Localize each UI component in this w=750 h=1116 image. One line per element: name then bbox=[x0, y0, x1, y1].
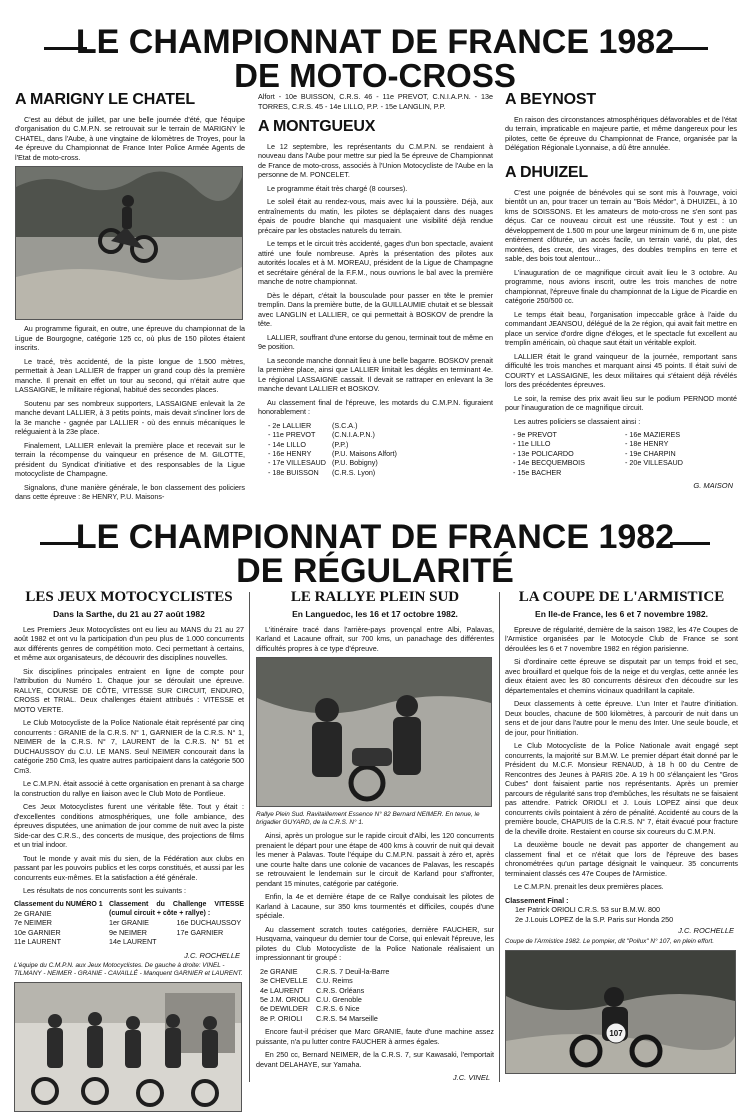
montgueux-heading: A MONTGUEUX bbox=[258, 118, 376, 135]
regularite-title bbox=[0, 520, 750, 588]
table-row: - 16e HENRY (P.U. Maisons Alfort) bbox=[268, 448, 397, 458]
jeux-results bbox=[14, 900, 244, 947]
jeux-subtitle: Dans la Sarthe, du 21 au 27 août 1982 bbox=[53, 608, 205, 619]
list-item: 1er Patrick ORIOLI C.R.S. 53 sur B.M.W. 800 bbox=[515, 905, 660, 915]
coupe-p6: Le C.M.P.N. prenait les deux premières places. bbox=[514, 882, 664, 892]
table-row: - 17e VILLESAUD (P.U. Bobigny) bbox=[268, 458, 378, 468]
motocross-title bbox=[0, 25, 750, 92]
jeux-vitesse bbox=[109, 900, 244, 947]
list-item: - 19e CHARPIN bbox=[625, 448, 676, 458]
table-row: - 14e LILLO (P.P.) bbox=[268, 439, 349, 449]
montgueux-intro: Alfort - 10e BUISSON, C.R.S. 46 - 11e PREVOT, C.N.I.A.P.N. - 13e TORRES, C.R.S. 45 - 14e LILLO, P.P. - 15e LANGLIN, P.P. bbox=[258, 92, 493, 111]
montgueux-p1: Le 12 septembre, les représentants du C.M.P.N. se rendaient à nouveau dans l'Aube pour mettre sur pied la 5e épreuve de Championnat de France de moto-cross, associés à l'Union Motocycliste de l'Aube en la personne de M. PONCELET. bbox=[258, 141, 493, 180]
beynost-p1: En raison des circonstances atmosphériques défavorables et de l'état du terrain, impraticable en majeure partie, et même dangereux pour les pilotes, cette 6e épreuve du Championnat de France, organisée par la Délégation Régionale Lyonnaise, a dû être annulée. bbox=[505, 114, 737, 153]
rallye-signature: J.C. VINEL bbox=[452, 1073, 490, 1083]
marigny-p3: Le tracé, très accidenté, de la piste longue de 1.500 mètres, permettait à Jean LALLIER de frapper un grand coup dès la première manche. Il prenait en effet un tour au second, qui n'était autre que LASSAIGNE, le militaire régional, habitué des secondes places. bbox=[15, 356, 245, 395]
jeux-p7: Les résultats de nos concurrents sont les suivants : bbox=[23, 886, 186, 896]
dhuizel-p6: Les autres policiers se classaient ainsi : bbox=[514, 416, 641, 426]
regularite-title-line1: LE CHAMPIONNAT DE FRANCE 1982 bbox=[75, 518, 675, 556]
list-item: 2e GRANIE bbox=[14, 909, 52, 919]
rallye-p1: L'itinéraire tracé dans l'arrière-pays provençal entre Albi, Palavas, Karland et Lacaune offrait, sur 700 kms, un panachage des différentes difficultés propres à ce type d'épreuve. bbox=[256, 624, 494, 653]
bike-number-plate: 107 bbox=[609, 1029, 623, 1039]
list-item: 1er GRANIE bbox=[109, 918, 149, 928]
coupe-p1: Epreuve de régularité, dernière de la saison 1982, les 47e Coupes de l'Armistice organisées par le Motocycle Club de France se sont déroulées les 6 et 7 novembre 1982 en région parisienne. bbox=[505, 624, 738, 653]
list-item: - 14e BECQUEMBOIS bbox=[513, 458, 585, 468]
marigny-column bbox=[15, 92, 245, 506]
coupe-column bbox=[505, 590, 738, 1078]
jeux-signature: J.C. ROCHELLE bbox=[184, 950, 240, 960]
dhuizel-signature: G. MAISON bbox=[693, 480, 733, 490]
rallye-column bbox=[256, 590, 494, 1085]
jeux-photo-caption: L'équipe du C.M.P.N. aux Jeux Motocyclistes. De gauche à droite: VINEL - TILMANY - NEIMER - GRANIE - CAVAILLÉ - Manquent GARNIER et LAURENT. bbox=[14, 962, 243, 978]
montgueux-p8: Au classement final de l'épreuve, les motards du C.M.P.N. figuraient honorablement : bbox=[258, 397, 493, 417]
jeux-p1: Les Premiers Jeux Motocyclistes ont eu lieu au MANS du 21 au 27 août 1982 et ont vu la participation d'un peu plus de 1.000 concurrents aux différents genres de compétition moto. Ceci permettant à certains, et même aux organisateurs, de découvrir des disciplines nouvelles. bbox=[14, 624, 244, 663]
rallye-p6: En 250 cc, Bernard NEIMER, de la C.R.S. 7, sur Kawasaki, l'emportait devant DELAHAYE, sur Yamaha. bbox=[256, 1050, 494, 1069]
list-item: 7e NEIMER bbox=[14, 918, 52, 928]
table-row: 6e DEWILDER C.R.S. 6 Nice bbox=[260, 1004, 360, 1014]
jeux-column bbox=[14, 590, 244, 1116]
montgueux-p4: Le temps et le circuit très accidenté, gages d'un bon spectacle, avaient attiré une foule nombreuse. Après la présentation des pilotes aux autorités locales et à M. MOREAU, président de la Ligue de Champagne et secrétaire général de la F.F.M., nous ouvrions le bal avec la première manche de notre championnat. bbox=[258, 239, 493, 287]
dhuizel-p1: C'est une poignée de bénévoles qui se sont mis à l'ouvrage, voici bientôt un an, pour tracer un terrain au "Bois Médor", à DHUIZEL, à 10 kms de SOISSONS. Et les amateurs de moto-cross ne s'en sont pas déçus. Car ce nouveau circuit est une réussite. Tout y est : un développement de 1.500 m pour une largeur minimum de 6 m, une piste entièrement clôturée, un accès facile, un terrain varié, du plat, des montées, des creux, des virages, des doubles tremplins en terre et sable, des bois tout alentour... bbox=[505, 187, 737, 264]
refuel-photo bbox=[257, 658, 491, 806]
rallye-photo bbox=[256, 657, 492, 807]
coupe-final-heading: Classement Final : bbox=[505, 895, 569, 905]
list-item: 17e GARNIER bbox=[176, 927, 224, 937]
list-item: - 13e POLICARDO bbox=[513, 448, 574, 458]
dhuizel-p2: L'inauguration de ce magnifique circuit avait lieu le 3 octobre. Au programme, nous avions inscrit, outre les trois manches de notre championnat, l'épreuve finale du championnat de la Ligue de Picardie en catégorie 250/500 cc. bbox=[505, 267, 737, 306]
rallye-photo-caption: Rallye Plein Sud. Ravitaillement Essence N° 82 Bernard NEIMER. En tenue, le brigadier GUYARD, de la C.R.S. N° 1. bbox=[256, 811, 480, 827]
list-item: 10e GARNIER bbox=[14, 927, 61, 937]
coupe-p5: La deuxième boucle ne devait pas apporter de changement au classement final et ce n'était que lors de l'épreuve des bases chronométrées qu'un partage désignait le vainqueur. 35 concurrents terminaient classés ces 47e Coupes de l'Armistice. bbox=[505, 840, 738, 878]
table-row: - 11e PREVOT (C.N.I.A.P.N.) bbox=[268, 430, 375, 440]
rallye-p5: Encore faut-il préciser que Marc GRANIE, faute d'une machine assez puissante, n'a pu lutter contre FAUCHER à armes égales. bbox=[256, 1027, 494, 1046]
jeux-p5: Ces Jeux Motocyclistes furent une véritable fête. Tout y était : d'excellentes conditions atmosphériques, une folle ambiance, des épreuves disputées, une animation de jour comme de nuit avec la piste Side-car des C.R.S., des concerts de musique, des projections de films et un trial indoor. bbox=[14, 802, 244, 850]
column-divider bbox=[499, 592, 500, 1082]
coupe-p2: Si d'ordinaire cette épreuve se disputait par un temps froid et sec, avec brouillard et quelque fois de la neige et du verglas, cette année les dieux étaient avec les 80 concurrents désireux d'en découdre sur les départementales et chemins vicinaux quadrillant la capitale. bbox=[505, 657, 738, 695]
motocross-jump-photo bbox=[16, 167, 242, 319]
list-item: 14e LAURENT bbox=[109, 936, 157, 946]
coupe-signature: J.C. ROCHELLE bbox=[678, 926, 734, 936]
marigny-heading: A MARIGNY LE CHATEL bbox=[15, 91, 195, 108]
dhuizel-ranking-left bbox=[513, 430, 625, 477]
rallye-subtitle: En Languedoc, les 16 et 17 octobre 1982. bbox=[292, 608, 458, 619]
coupe-final-list bbox=[515, 905, 738, 924]
motocross-title-line2: DE MOTO-CROSS bbox=[234, 57, 516, 94]
table-row: 4e LAURENT C.R.S. Orléans bbox=[260, 985, 365, 995]
regularite-title-line2: DE RÉGULARITÉ bbox=[236, 552, 514, 590]
beynost-heading: A BEYNOST bbox=[505, 91, 596, 108]
team-photo bbox=[15, 983, 241, 1111]
motocross-title-line1: LE CHAMPIONNAT DE FRANCE 1982 bbox=[75, 23, 675, 61]
marigny-photo bbox=[15, 166, 243, 320]
table-row: 5e J.M. ORIOLI C.U. Grenoble bbox=[260, 995, 362, 1005]
rallye-p4: Au classement scratch toutes catégories, dernière FAUCHER, sur Husqvarna, vainqueur du dernier tour de Corse, qui enlevait l'épreuve, les pilotes du Club Motocycliste de la Police Nationale réalisaient un impressionnant tir groupé : bbox=[256, 924, 494, 963]
jeux-vitesse-heading: Classement du Challenge VITESSE (cumul circuit + côte + rallye) : bbox=[109, 900, 244, 918]
jeux-numero1 bbox=[14, 900, 109, 947]
montgueux-column bbox=[258, 92, 493, 481]
dhuizel-p5: Le soir, la remise des prix avait lieu sur le podium PERNOD monté pour l'inauguration de ce magnifique circuit. bbox=[505, 393, 737, 413]
table-row: 8e P. ORIOLI C.R.S. 54 Marseille bbox=[260, 1013, 378, 1023]
column-divider bbox=[249, 592, 250, 1082]
coupe-p4: Le Club Motocycliste de la Police Nationale avait engagé sept concurrents, la majorité sur B.M.W. Le premier départ était donné par le Président du M.C.F. Monsieur RENAUD, à 18 h 00 du Centre de Rencontres des Jeunes à PARIS 20e. A 19 h 00 s'élançaient les "Gros Cubes" dont faisaient partie nos représentants. Après un premier parcours de régularité sans trop d'embûches, les résultats ne se faisaient pas attendre. Patrick ORIOLI et J. Louis LOPEZ ainsi que deux concurrents civils pointaient à zéro de pénalité. Accidenté au cours de la première boucle, CHAPUIS de la C.R.S. N° 7, était évacué pour fracture de la cheville droite. Restaient en course six coureurs du C.M.P.N. bbox=[505, 741, 738, 836]
list-item: - 20e VILLESAUD bbox=[625, 458, 683, 468]
montgueux-ranking bbox=[268, 421, 403, 477]
table-row: 2e GRANIE C.R.S. 7 Deuil-la-Barre bbox=[260, 966, 390, 976]
jeux-photo bbox=[14, 982, 242, 1112]
table-row: - 18e BUISSON (C.R.S. Lyon) bbox=[268, 467, 376, 477]
rallye-p3: Enfin, la 4e et dernière étape de ce Rallye conduisait les pilotes de Karland à Lacaune, sur 350 kms tourmentés et difficiles, coupés d'une spéciale. bbox=[256, 892, 494, 921]
list-item: - 18e HENRY bbox=[625, 439, 669, 449]
list-item: - 15e BACHER bbox=[513, 467, 562, 477]
jeux-p6: Tout le monde y avait mis du sien, de la Fédération aux clubs en passant par les pouvoirs publics et les corps constitués, et aussi par les concurrents eux-mêmes. Et la satisfaction a été générale. bbox=[14, 853, 244, 882]
marigny-p6: Signalons, d'une manière générale, le bon classement des policiers dans cette épreuve : 8e HENRY, P.U. Maisons- bbox=[15, 482, 245, 502]
list-item: 2e J.Louis LOPEZ de la S.P. Paris sur Honda 250 bbox=[515, 914, 674, 924]
jeux-p2: Six disciplines principales entraient en ligne de compte pour l'attribution du Numéro 1. Chaque jour se déroulait une épreuve. RALLYE, COURSE DE CÔTE, VITESSE SUR CIRCUIT, ENDURO, CROSS et TRIAL. Deux challenges étaient attribués : VITESSE et MOTO VERTE. bbox=[14, 666, 244, 714]
montgueux-p5: Dès le départ, c'était la bousculade pour passer en tête le premier tremplin. Dans la première butte, de la GUILLAUMIE chutait et se blessait avec LANGLIN et LALLIER, ce qui permettait à BOSKOV de prendre la tête. bbox=[258, 290, 493, 329]
montgueux-p7: La seconde manche donnait lieu à une belle bagarre. BOSKOV prenait la première place, ainsi que LALLIER limitait les dégâts en terminant 4e. Le régional LASSAIGNE cassait. Il devait se rattraper en enlevant la 3e manche devant LALLIER et BOSKOV. bbox=[258, 355, 493, 394]
montgueux-p3: Le soleil était au rendez-vous, mais avec lui la poussière. Déjà, aux entraînements du matin, les pilotes se déplaçaient dans des nuages épais de poudre blanche qui masquaient une visibilité déjà rendue précaire par les obstacles naturels du terrain. bbox=[258, 197, 493, 235]
jeux-numero1-heading: Classement du NUMÉRO 1 bbox=[14, 900, 103, 908]
list-item: - 16e MAZIERES bbox=[625, 430, 681, 440]
list-item: - 11e LILLO bbox=[513, 439, 551, 449]
list-item: - 9e PREVOT bbox=[513, 430, 557, 440]
coupe-subtitle: En Ile-de France, les 6 et 7 novembre 1982. bbox=[535, 608, 708, 619]
table-row: 3e CHEVELLE C.U. Reims bbox=[260, 976, 353, 986]
list-item: 16e DUCHAUSSOY bbox=[176, 918, 242, 928]
marigny-p4: Soutenu par ses nombreux supporters, LASSAIGNE enlevait la 2e manche devant LALLIER, à 3 petits points, mais devait s'incliner lors de la 3e manche - gagnée par LALLIER - où des ennuis mécaniques le reléguaient à la 23e place. bbox=[15, 398, 245, 437]
montgueux-p2: Le programme était très chargé (8 courses). bbox=[267, 183, 408, 193]
marigny-p1: C'est au début de juillet, par une belle journée d'été, que l'équipe d'organisation du C.M.P.N. se retrouvait sur le terrain de MARIGNY le CHATEL, dans l'Aube, à une vingtaine de kilomètres de Troyes, pour la 4e épreuve du Championnat de France Inter Police Armée Agents de l'Etat de moto-cross. bbox=[15, 114, 245, 162]
rallye-p2: Ainsi, après un prologue sur le rapide circuit d'Albi, les 120 concurrents prenaient le départ pour une étape de 400 kms à couvrir de nuit qui devait les mener à Palavas. Toute l'équipe du C.M.P.N. passait à zéro et, après une courte halte dans une colonie de vacances de Palavas, les rescapés se retrouvaient le lendemain sur le circuit de Karland pour s'affronter, pendant 15 minutes, catégorie par catégorie. bbox=[256, 831, 494, 888]
dhuizel-ranking bbox=[513, 430, 737, 477]
dhuizel-p4: LALLIER était le grand vainqueur de la journée, remportant sans difficulté les trois manches et marquant ainsi 45 points. Il était suivi de COURTY et LASSAIGNE, les deux militaires qui s'étaient déjà révélés lors des précédentes épreuves. bbox=[505, 351, 737, 390]
dhuizel-heading: A DHUIZEL bbox=[505, 163, 588, 181]
table-row: - 2e LALLIER (S.C.A.) bbox=[268, 420, 358, 430]
jeux-heading: LES JEUX MOTOCYCLISTES bbox=[25, 589, 233, 605]
coupe-photo bbox=[505, 950, 736, 1074]
coupe-p3: Deux classements à cette épreuve. L'un Inter et l'autre d'initiation. Deux boucles, chacune de 500 kilomètres, à parcourir de nuit dans un sens et de jour dans l'autre pour le menu des Inter. Une seule boucle, et de jour, pour l'initiation. bbox=[505, 699, 738, 737]
list-item: 9e NEIMER bbox=[109, 927, 147, 937]
rallye-ranking bbox=[260, 967, 395, 1023]
dhuizel-ranking-right bbox=[625, 430, 737, 477]
marigny-p2: Au programme figurait, en outre, une épreuve du championnat de la Ligue de Bourgogne, catégorie 125 cc, où plus de 150 pilotes étaient inscrits. bbox=[15, 324, 245, 353]
coupe-heading: LA COUPE DE L'ARMISTICE bbox=[518, 589, 725, 605]
beynost-dhuizel-column bbox=[505, 92, 737, 493]
coupe-photo-caption: Coupe de l'Armistice 1982. Le pompier, dit "Pollux" N° 107, en plein effort. bbox=[505, 938, 715, 946]
dhuizel-p3: Le temps était beau, l'organisation impeccable grâce à l'aide du commandant JEANSOU, délégué de la 2e région, qui avait fait mettre en place un service d'ordre digne d'éloges, et le spectacle fut excellent au tremplin américain, où chaque saut était un véritable exploit. bbox=[505, 309, 737, 348]
jeux-p3: Le Club Motocycliste de la Police Nationale était représenté par cinq concurrents : GRANIE de la C.R.S. N° 1, GARNIER de la C.R.S. N° 1, NEIMER de la C.R.S. N° 7, LAURENT de la C.R.S. N° 51 et DUCHAUSSOY du C.U. LE MANS. Seul NEIMER concourait dans la catégorie 250 Cm3, les quatre autres participaient dans la catégorie 500 Cm3. bbox=[14, 718, 244, 775]
montgueux-p6: LALLIER, souffrant d'une entorse du genou, terminait tout de même en 9e position. bbox=[258, 332, 493, 352]
marigny-p5: Finalement, LALLIER enlevait la première place et recevait sur le terrain la récompense du vainqueur en présence de M. GILOTTE, président du Syndicat d'initiative et des responsables de la Ligue motocycliste de Champagne. bbox=[15, 440, 245, 479]
pollux-photo bbox=[506, 951, 735, 1073]
jeux-p4: Le C.M.P.N. était associé à cette organisation en prenant à sa charge la construction du rallye en liaison avec le Club Moto de Pontlieue. bbox=[14, 779, 244, 798]
rallye-heading: LE RALLYE PLEIN SUD bbox=[290, 589, 460, 605]
list-item: 11e LAURENT bbox=[14, 937, 62, 947]
